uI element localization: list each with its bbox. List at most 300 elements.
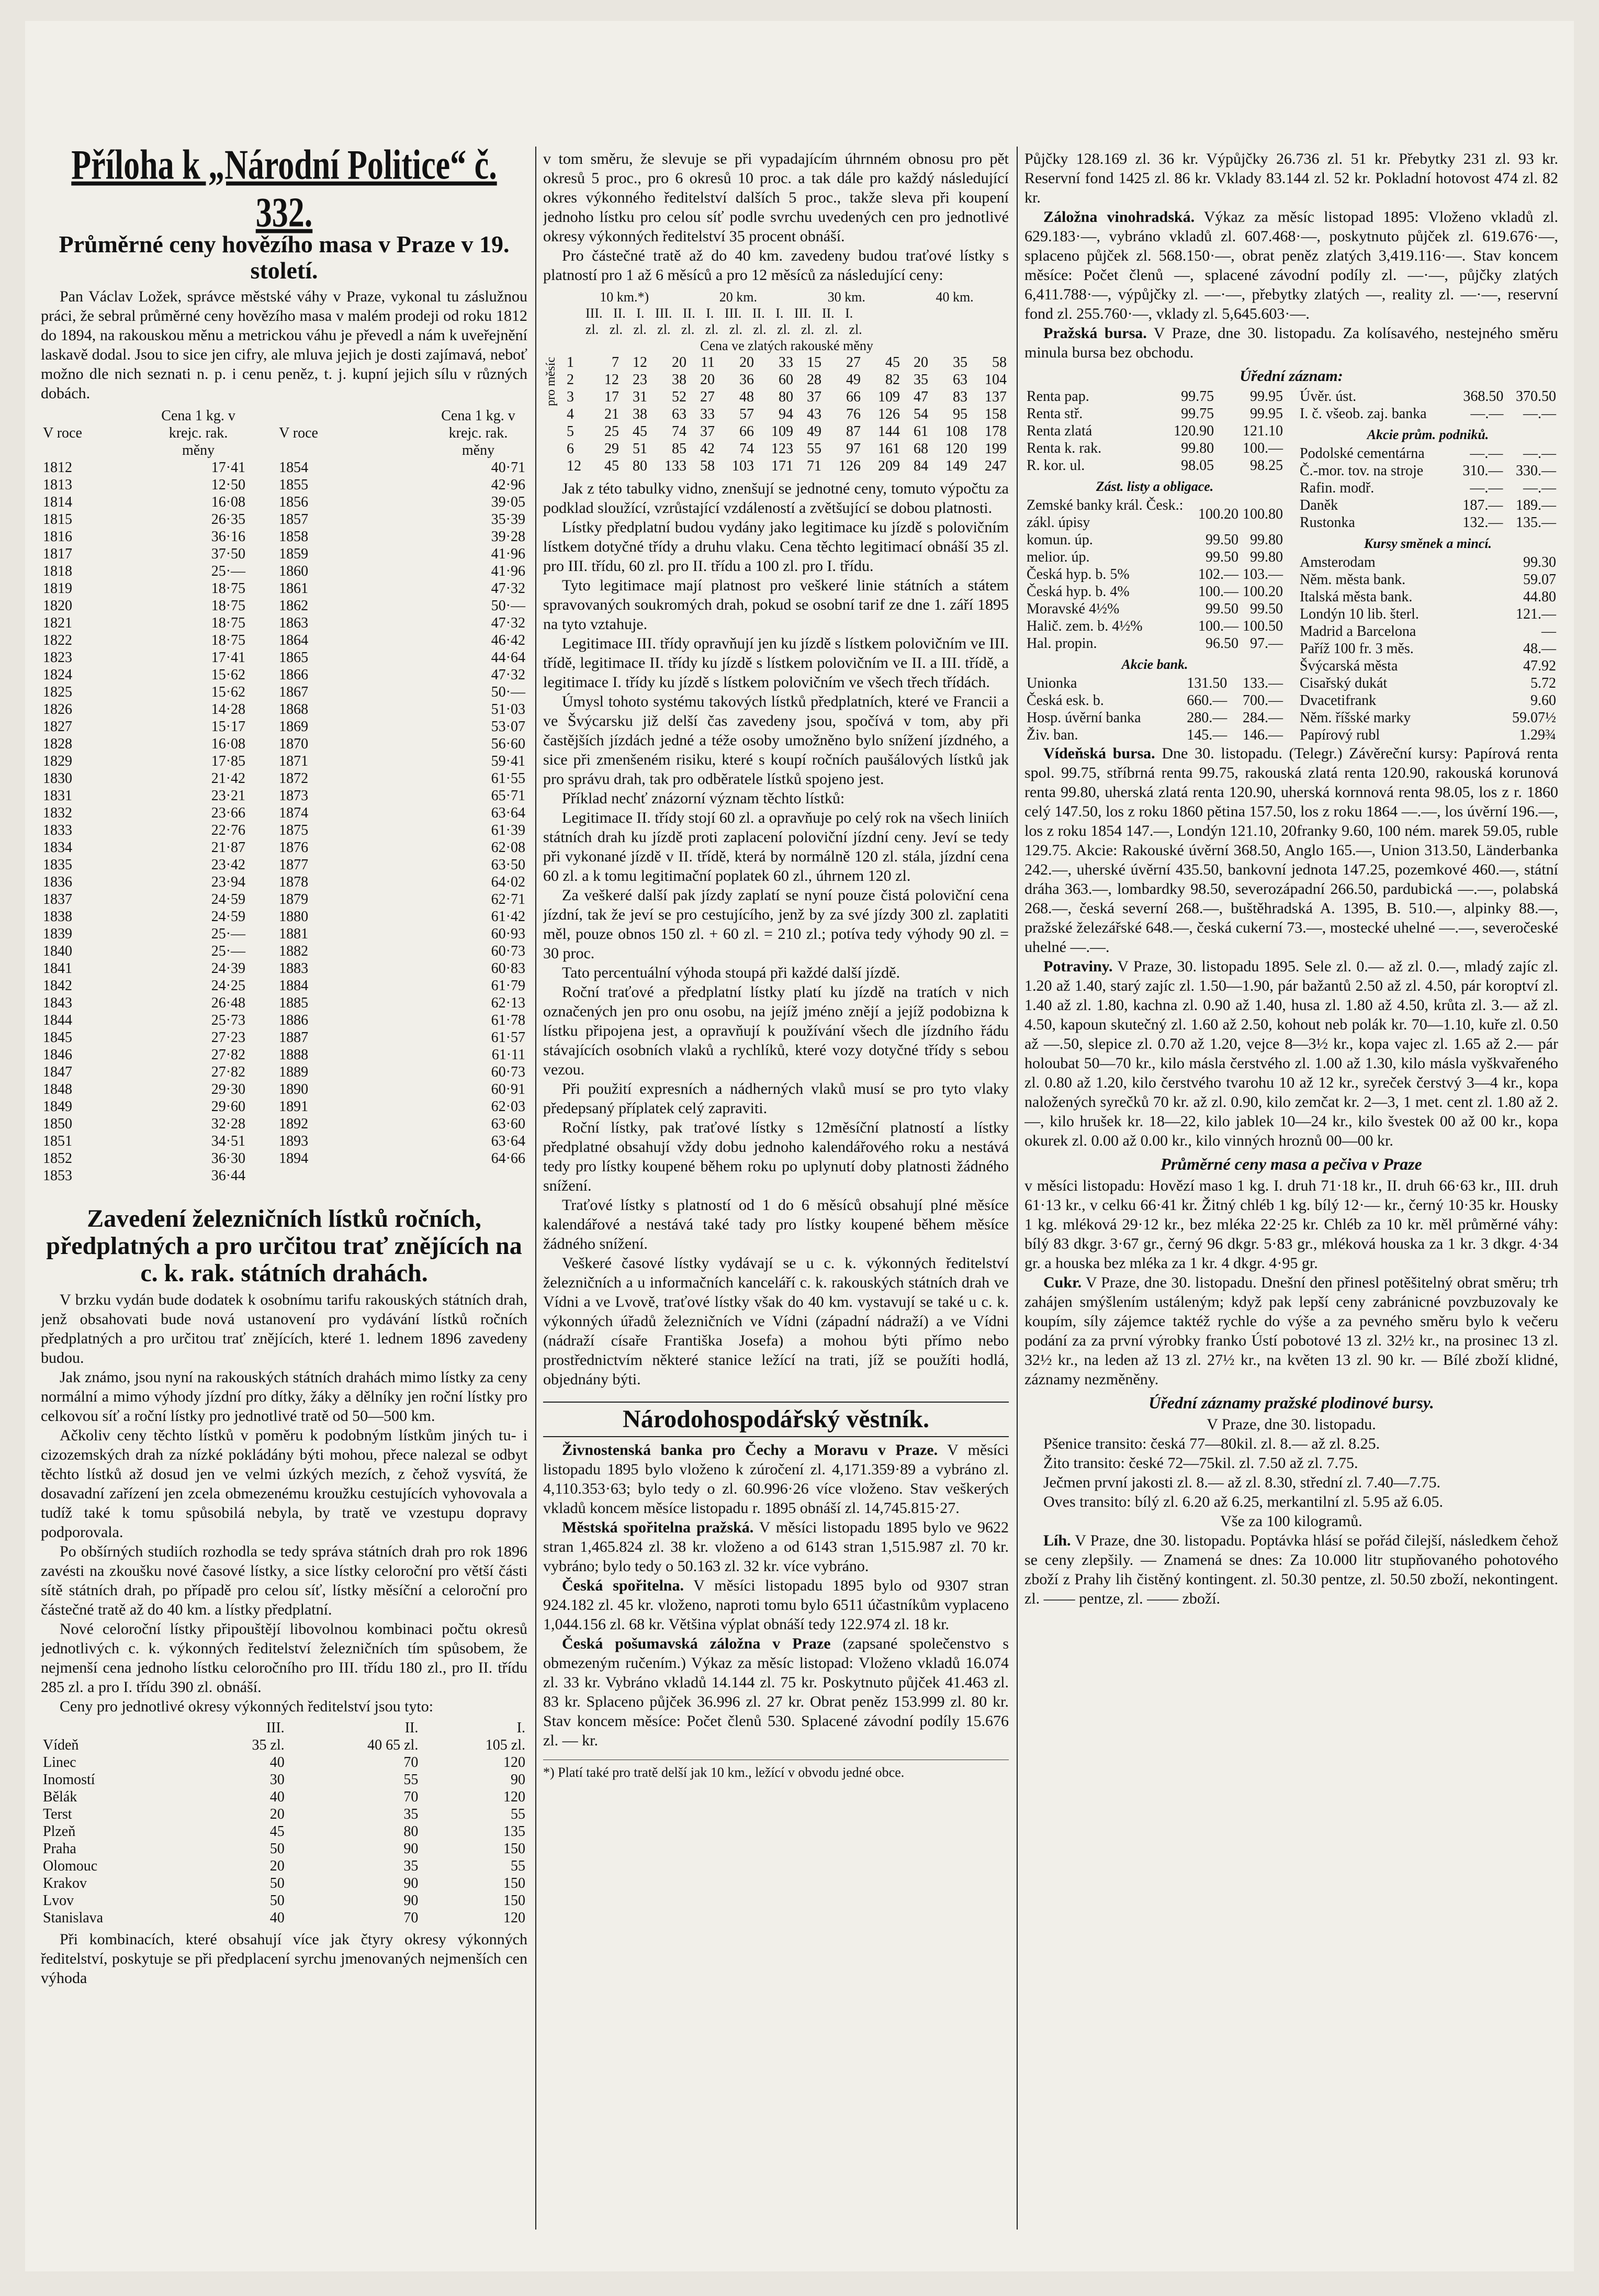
year-cell: 1825 bbox=[43, 684, 72, 700]
year-cell: 1858 bbox=[279, 529, 309, 545]
security-name: Úvěr. úst. bbox=[1300, 388, 1357, 405]
rate-value: 99.50 bbox=[1206, 601, 1238, 617]
price-cell: 52 bbox=[672, 389, 686, 405]
rate-value: 99.50 bbox=[1250, 601, 1283, 617]
year-cell: 1815 bbox=[43, 511, 72, 528]
year-cell: 1892 bbox=[279, 1116, 309, 1132]
table-row bbox=[41, 1806, 527, 1823]
article-text: V Praze, 30. listopadu 1895. Sele zl. 0.— až zl. 0.—, mladý zajíc zl. 1.20 až 1.40, starý zajíc zl. 1.50—1.90, pár bažantů 2.50 až zl. 4.50, pár koroptví zl. 1.40 až zl. 1.80, kachna zl. 0.90 až 1.40, husa zl. 1.80 až 4.50, krůta zl. 3.— až zl. 4.50, kapoun skutečný zl. 1.60 až 2.50, kohout neb polák kr. 70—1.10, kuře zl. 0.50 až —.50, slepice zl. 0.70 až 1.20, vejce 8—3½ kr., kopa vajec zl. 1.65 až 2.— pár holoubat 50—70 kr., kilo másla čerstvého zl. 1.00 až 1.30, kilo másla vyškvařeného zl. 0.80 až 1.20, kilo čerstvého tvarohu 10 až 12 kr., syreček čerstvý 3—4 kr., kopa naložených syrečků 70 kr. až zl. 0.90, kilo zemčat kr. 2—3, 1 met. cent zl. 1.80 až 2.—, kilo hrušek kr. 18—22, kilo jablek 10—24 kr., kilo švestek 00 až 00 kr., kopa okurek zl. 0.00 až 0.00 kr., kilo vinných hroznů 00—00 kr. bbox=[1024, 958, 1558, 1149]
table-row bbox=[1298, 388, 1558, 405]
table-cell: 120 bbox=[503, 1910, 525, 1926]
rate-value: 102.— bbox=[1198, 566, 1238, 583]
price-cell: 62·03 bbox=[491, 1099, 525, 1115]
security-name: melior. úp. bbox=[1027, 549, 1090, 565]
year-cell: 1890 bbox=[279, 1081, 309, 1097]
article-paragraph: Při kombinacích, které obsahují více jak čtyry okresy výkonných ředitelství, poskytuje se při předplacení syrchu jmenovaných nejmenších cen výhoda bbox=[41, 1931, 527, 1987]
table-cell: 20 bbox=[269, 1806, 285, 1822]
table-row bbox=[1298, 692, 1558, 709]
table-row bbox=[41, 545, 527, 563]
price-cell: 20 bbox=[672, 354, 686, 371]
price-cell: 42 bbox=[700, 441, 715, 457]
table-row bbox=[41, 614, 527, 632]
security-name: Londýn 10 lib. šterl. bbox=[1300, 606, 1419, 622]
price-cell: 36·16 bbox=[211, 529, 246, 545]
table-cell: 90 bbox=[403, 1841, 419, 1857]
rate-value: 187.— bbox=[1462, 497, 1503, 513]
year-cell: 1842 bbox=[43, 978, 72, 994]
price-cell: 41·96 bbox=[491, 546, 525, 562]
year-cell: 1862 bbox=[279, 598, 309, 614]
table-cell: 120 bbox=[503, 1754, 525, 1771]
year-cell: 1838 bbox=[43, 909, 72, 925]
subsection-title: Živnostenská banka pro Čechy a Moravu v Praze. bbox=[562, 1441, 938, 1459]
price-cell: 68 bbox=[914, 441, 928, 457]
article-paragraph: V brzku vydán bude dodatek k osobnímu tarifu rakouských státních drah, jenž obsahovati bude nová ustanovení pro vydávání lístků ročních předplatných a pro určitou trať znějících, které 1. lednem 1896 zavedeny budou. bbox=[41, 1291, 527, 1367]
article-title: Zavedení železničních lístků ročních, předplatných a pro určitou trať znějících na c. k. rak. státních drahách. bbox=[46, 1205, 522, 1287]
price-cell: 38 bbox=[633, 406, 647, 422]
table-header: 40 km. bbox=[936, 289, 974, 305]
price-cell: 137 bbox=[985, 389, 1007, 405]
rate-value: 700.— bbox=[1243, 692, 1283, 709]
price-cell: 55 bbox=[807, 441, 821, 457]
year-cell: 1865 bbox=[279, 649, 309, 666]
price-cell: 25·— bbox=[211, 926, 246, 942]
year-cell: 1854 bbox=[279, 460, 309, 476]
year-cell: 1886 bbox=[279, 1012, 309, 1028]
price-cell: 31 bbox=[633, 389, 647, 405]
price-cell: 26·48 bbox=[211, 995, 246, 1011]
table-row bbox=[41, 839, 527, 856]
price-cell: 25·73 bbox=[211, 1012, 246, 1028]
rate-value: 121.10 bbox=[1243, 423, 1283, 439]
table-row bbox=[41, 1150, 527, 1167]
price-cell: 34·51 bbox=[211, 1133, 246, 1149]
price-cell: 54 bbox=[914, 406, 928, 422]
price-cell: 18·75 bbox=[211, 598, 246, 614]
price-cell: 104 bbox=[985, 372, 1007, 388]
price-cell: 45 bbox=[885, 354, 900, 371]
price-cell: 24·25 bbox=[211, 978, 246, 994]
year-cell: 1874 bbox=[279, 805, 309, 821]
article-paragraph: Ceny pro jednotlivé okresy výkonných ředitelství jsou tyto: bbox=[60, 1698, 434, 1715]
table-cell: 40 bbox=[269, 1754, 285, 1771]
price-cell: 37·50 bbox=[211, 546, 246, 562]
table-row bbox=[565, 423, 1009, 440]
price-cell: 25·— bbox=[211, 943, 246, 959]
table-row bbox=[41, 787, 527, 804]
article-paragraph: Legitimace III. třídy opravňují jen ku jízdě s lístkem polovičním ve III. třídě, legitimace II. třídy ku jízdě s lístkem polovičním ve II. a III. třídě, a legitimace I. třídy ku jízdě s lístkem polovičním ve všech třech třídách. bbox=[543, 635, 1009, 691]
table-row bbox=[41, 1892, 527, 1909]
subsection-title: Záložna vinohradská. bbox=[1043, 208, 1195, 226]
year-cell: 1818 bbox=[43, 563, 72, 579]
article-paragraph: v měsíci listopadu: Hovězí maso 1 kg. I. druh 71·18 kr., II. druh 66·63 kr., III. druh 61·13 kr., v celku 66·41 kr. Žitný chléb 1 kg. bílý 12·— kr., černý 10·35 kr. Housky 1 kg. mléková 29·12 kr., bez mléka 22·25 kr. Chléb za 10 kr. měl průměrné váhy: bílý 83 dkgr. 3·67 gr., černý 96 dkgr. 5·83 gr., mléková houska za 1 kr. 3 dkgr. 4·34 gr. a houska bez mléka za 1 kr. 4 dkgr. 4·95 gr. bbox=[1024, 1177, 1558, 1272]
table-row bbox=[1298, 497, 1558, 514]
price-cell: 40·71 bbox=[491, 460, 525, 476]
price-cell: 33 bbox=[779, 354, 793, 371]
year-cell: 1888 bbox=[279, 1047, 309, 1063]
price-cell: 22·76 bbox=[211, 822, 246, 838]
price-cell: 38 bbox=[672, 372, 686, 388]
table-row bbox=[1298, 726, 1558, 744]
table-row bbox=[1298, 709, 1558, 726]
price-cell: 58 bbox=[992, 354, 1007, 371]
price-cell: 39·28 bbox=[491, 529, 525, 545]
year-cell: 1832 bbox=[43, 805, 72, 821]
security-name: Italská města bank. bbox=[1300, 589, 1413, 605]
price-cell: 64·02 bbox=[491, 874, 525, 890]
year-cell: 1828 bbox=[43, 736, 72, 752]
rate-value: 99.75 bbox=[1181, 388, 1214, 405]
table-header: III. bbox=[266, 1720, 285, 1736]
rate-value: 9.60 bbox=[1530, 692, 1556, 709]
table-row bbox=[41, 649, 527, 666]
price-cell: 71 bbox=[807, 458, 821, 474]
article-text: V Praze, dne 30. listopadu. Poptávka hlásí se pořád čilejší, následkem čehož se ceny zlepšily. — Znamená se dnes: Za 10.000 litr stupňovaného pohotového zboží z Prahy lih čistěný kontingent. zl. 50.30 pentze, zl. 50.50 zboží, nekontingent. zl. —— pentze, zl. —— zboží. bbox=[1024, 1532, 1558, 1607]
price-cell: 66 bbox=[846, 389, 861, 405]
table-row bbox=[565, 388, 1009, 406]
article-paragraph: Pšenice transito: česká 77—80kil. zl. 8.— až zl. 8.25. bbox=[1043, 1435, 1380, 1452]
rate-value: 135.— bbox=[1516, 514, 1556, 531]
table-row bbox=[41, 511, 527, 528]
table-header: V roce bbox=[279, 425, 318, 441]
table-row bbox=[1024, 548, 1285, 566]
price-cell: 80 bbox=[633, 458, 647, 474]
price-cell: 47 bbox=[914, 389, 928, 405]
article-paragraph: Jak z této tabulky vidno, znenšují se jednotné ceny, tomuto výpočtu za podklad sloužící, vzrůstající vzdáleností a zvětšující se dobou platnosti. bbox=[543, 480, 1009, 517]
price-cell: 35·39 bbox=[491, 511, 525, 528]
table-row bbox=[41, 1840, 527, 1857]
table-row bbox=[41, 1823, 527, 1840]
district-cell: Stanislava bbox=[43, 1910, 104, 1926]
rate-value: 145.— bbox=[1187, 727, 1228, 743]
table-row bbox=[41, 701, 527, 718]
article-paragraph: Traťové lístky s platností od 1 do 6 měsíců obsahují plné měsíce kalendářové a nestává také tady pro lístky koupené během měsíce žádného snížení. bbox=[543, 1196, 1009, 1252]
year-cell: 1823 bbox=[43, 649, 72, 666]
year-cell: 1813 bbox=[43, 477, 72, 493]
table-row bbox=[41, 873, 527, 891]
article-paragraph: Pro částečné tratě až do 40 km. zavedeny budou traťové lístky s platností pro 1 až 6 měsíců a pro 12 měsíců za následující ceny: bbox=[543, 247, 1009, 284]
table-row bbox=[1024, 440, 1285, 457]
price-cell: 103 bbox=[732, 458, 754, 474]
section-title: Národohospodářský věstník. bbox=[543, 1402, 1009, 1437]
security-name: Dvacetifrank bbox=[1300, 692, 1377, 709]
security-name: Rafin. modř. bbox=[1300, 480, 1375, 496]
security-name: Paříž 100 fr. 3 měs. bbox=[1300, 641, 1414, 657]
article-paragraph: Při použití expresních a nádherných vlaků musí se pro tyto vlaky předepsaný příplatek celý zapraviti. bbox=[543, 1080, 1009, 1117]
year-cell: 1843 bbox=[43, 995, 72, 1011]
table-header: 30 km. bbox=[827, 289, 865, 305]
price-cell: 32·28 bbox=[211, 1116, 246, 1132]
price-cell: 158 bbox=[985, 406, 1007, 422]
table-cell: 35 bbox=[403, 1806, 419, 1822]
table-row bbox=[1024, 388, 1285, 405]
table-row bbox=[565, 354, 1009, 371]
table-row bbox=[1298, 571, 1558, 588]
rate-value: 284.— bbox=[1243, 710, 1283, 726]
rate-value: 98.05 bbox=[1181, 457, 1214, 474]
price-cell: 120 bbox=[945, 441, 967, 457]
article-text: V měsíci listopadu 1895 bylo od 9307 stran 924.182 zl. 45 kr. vloženo, naproti tomu bylo 6511 účastníkům vyplaceno 1,044.156 zl. 68 kr. Většina výplat obnáší tedy 122.974 zl. 18 kr. bbox=[543, 1577, 1009, 1633]
price-cell: 171 bbox=[771, 458, 793, 474]
district-rates-table bbox=[41, 1719, 527, 1927]
table-row bbox=[1298, 675, 1558, 692]
year-cell: 1887 bbox=[279, 1029, 309, 1046]
security-name: Živ. ban. bbox=[1027, 727, 1078, 743]
year-cell: 1857 bbox=[279, 511, 309, 528]
price-cell: 45 bbox=[633, 423, 647, 440]
table-row bbox=[41, 891, 527, 908]
security-name: Cisařský dukát bbox=[1300, 675, 1388, 691]
article-paragraph: Roční lístky, pak traťové lístky s 12měsíční platností a lístky předplatné obsahují vždy dobu jednoho kalendářového roku a nestává tedy pro lístky koupené během roku po uplynutí doby platnosti žádného snížení. bbox=[543, 1119, 1009, 1194]
price-cell: 63·64 bbox=[491, 1133, 525, 1149]
price-cell: 29·30 bbox=[211, 1081, 246, 1097]
district-cell: Praha bbox=[43, 1841, 76, 1857]
rate-value: 99.80 bbox=[1250, 549, 1283, 565]
table-row bbox=[1024, 457, 1285, 474]
table-cell: 35 bbox=[403, 1858, 419, 1874]
price-cell: 41·96 bbox=[491, 563, 525, 579]
year-cell: 1891 bbox=[279, 1099, 309, 1115]
table-cell: 90 bbox=[403, 1892, 419, 1909]
security-name: Papírový rubl bbox=[1300, 727, 1380, 743]
table-row bbox=[1298, 640, 1558, 657]
table-row bbox=[41, 528, 527, 545]
table-row bbox=[1024, 583, 1285, 600]
article-paragraph: Tato percentuální výhoda stoupá při každé další jízdě. bbox=[562, 964, 900, 981]
table-row bbox=[41, 943, 527, 960]
price-cell: 61·57 bbox=[491, 1029, 525, 1046]
table-row bbox=[41, 908, 527, 925]
price-cell: 27·23 bbox=[211, 1029, 246, 1046]
article-paragraph: Ječmen první jakosti zl. 8.— až zl. 8.30, střední zl. 7.40—7.75. bbox=[1043, 1474, 1441, 1491]
table-row bbox=[41, 1115, 527, 1133]
price-cell: 80 bbox=[779, 389, 793, 405]
price-cell: 24·59 bbox=[211, 909, 246, 925]
rate-value: 99.30 bbox=[1523, 554, 1556, 570]
price-cell: 87 bbox=[846, 423, 861, 440]
price-cell: 49 bbox=[846, 372, 861, 388]
price-cell: 47·32 bbox=[491, 667, 525, 683]
year-cell: 1821 bbox=[43, 615, 72, 631]
table-row bbox=[41, 1029, 527, 1046]
rate-value: 97.— bbox=[1250, 635, 1283, 652]
subsection-title: Akcie prům. podniků. bbox=[1367, 427, 1489, 442]
column-rule bbox=[1017, 147, 1018, 2230]
year-cell: 1834 bbox=[43, 839, 72, 856]
rate-value: 99.50 bbox=[1206, 549, 1238, 565]
table-row bbox=[1024, 566, 1285, 583]
security-name: Něm. města bank. bbox=[1300, 572, 1406, 588]
price-cell: 29 bbox=[604, 441, 619, 457]
price-cell: 108 bbox=[945, 423, 967, 440]
year-cell: 1840 bbox=[43, 943, 72, 959]
subsection-title: Vídeňská bursa. bbox=[1043, 745, 1155, 762]
rate-value: —.— bbox=[1523, 445, 1556, 462]
rate-value: 100.50 bbox=[1243, 618, 1283, 634]
rate-value: —.— bbox=[1470, 445, 1503, 462]
price-cell: 178 bbox=[985, 423, 1007, 440]
year-cell: 1856 bbox=[279, 494, 309, 510]
subsection-title: Česká pošumavská záložna v Praze bbox=[562, 1635, 831, 1652]
year-cell: 1893 bbox=[279, 1133, 309, 1149]
security-name: Renta pap. bbox=[1027, 388, 1089, 405]
price-cell: 64·66 bbox=[491, 1150, 525, 1167]
table-cell: 150 bbox=[503, 1875, 525, 1891]
table-cell: 35 zl. bbox=[252, 1737, 285, 1753]
price-cell: 109 bbox=[771, 423, 793, 440]
table-row bbox=[41, 960, 527, 977]
security-name: komun. úp. bbox=[1027, 532, 1093, 548]
price-cell: 76 bbox=[846, 406, 861, 422]
price-cell: 39·05 bbox=[491, 494, 525, 510]
year-cell: 1866 bbox=[279, 667, 309, 683]
article-paragraph: Žito transito: české 72—75kil. zl. 7.50 až zl. 7.75. bbox=[1043, 1454, 1358, 1472]
column-1 bbox=[41, 141, 527, 2230]
subsection-title: Úřední záznam: bbox=[1240, 367, 1343, 385]
table-cell: 150 bbox=[503, 1892, 525, 1909]
price-cell: 60·91 bbox=[491, 1081, 525, 1097]
year-cell: 1873 bbox=[279, 788, 309, 804]
year-cell bbox=[247, 1167, 429, 1184]
year-cell: 1817 bbox=[43, 546, 72, 562]
price-cell: 63 bbox=[953, 372, 967, 388]
table-row bbox=[41, 666, 527, 684]
price-cell: 62·08 bbox=[491, 839, 525, 856]
rate-value: 368.50 bbox=[1463, 388, 1504, 405]
table-cell: 40 bbox=[269, 1910, 285, 1926]
table-row bbox=[1024, 692, 1285, 709]
table-cell: 55 bbox=[403, 1772, 419, 1788]
price-cell: 133 bbox=[665, 458, 686, 474]
price-cell: 7 bbox=[612, 354, 619, 371]
year-cell: 1885 bbox=[279, 995, 309, 1011]
year-cell: 1864 bbox=[279, 632, 309, 648]
price-cell: 59·41 bbox=[491, 753, 525, 769]
price-cell: 23·21 bbox=[211, 788, 246, 804]
subsection-title: Potraviny. bbox=[1043, 958, 1113, 975]
price-cell: 63·64 bbox=[491, 805, 525, 821]
price-cell: 57 bbox=[739, 406, 754, 422]
year-cell: 1837 bbox=[43, 891, 72, 908]
table-cell: 70 bbox=[403, 1754, 419, 1771]
year-cell: 1855 bbox=[279, 477, 309, 493]
beef-price-table bbox=[41, 407, 527, 1184]
article-text: V Praze, dne 30. listopadu. Dnešní den přinesl potěšitelný obrat směru; trh zahájen smýšlením ustáleným; když pak lepší ceny zabránicné povzbuzovaly ke koupím, síly zájemce taktéž rychle do výše a za pevného směru bylo k večeru podání za za první výrobky franko Ústí pobotové 13 zl. 32½ kr., na prosinec 13 zl. 32½ kr., na leden až 13 zl. 27½ kr., na květen 13 zl. 90 kr. — Bílé zboží klidné, záznamy nezměněny. bbox=[1024, 1274, 1558, 1388]
price-cell: 61 bbox=[914, 423, 928, 440]
rate-value: 370.50 bbox=[1516, 388, 1556, 405]
rate-value: 146.— bbox=[1243, 727, 1283, 743]
district-cell: Terst bbox=[43, 1806, 72, 1822]
price-cell: 58 bbox=[700, 458, 715, 474]
table-row bbox=[1298, 445, 1558, 462]
article-paragraph: Pan Václav Ložek, správce městské váhy v Praze, vykonal tu záslužnou práci, že sebral průměrné ceny hovězího masa v malém prodeji od roku 1812 do 1894, na rakouskou měnu a metrickou váhu je převedl a nám k uveřejnění laskavě dodal. Jsou to sice jen cifry, ale mluva jejich je dosti zajímavá, neboť možno dle nich seznati n. p. i cenu peněz, t. j. kupní jejich sílu v různých dobách. bbox=[41, 288, 527, 402]
column-2 bbox=[543, 149, 1009, 2237]
rate-value: 133.— bbox=[1243, 675, 1283, 691]
price-cell: 24·39 bbox=[211, 960, 246, 977]
table-row bbox=[41, 753, 527, 770]
rate-value: 189.— bbox=[1516, 497, 1556, 513]
security-name: Moravské 4½% bbox=[1027, 601, 1120, 617]
price-cell: 17·41 bbox=[211, 460, 246, 476]
price-cell: 63 bbox=[672, 406, 686, 422]
table-row bbox=[41, 1909, 527, 1927]
year-cell: 1877 bbox=[279, 857, 309, 873]
security-name: Rustonka bbox=[1300, 514, 1355, 531]
rate-value: —.— bbox=[1523, 480, 1556, 496]
table-row bbox=[1298, 606, 1558, 623]
year-cell: 1831 bbox=[43, 788, 72, 804]
price-cell: 23·42 bbox=[211, 857, 246, 873]
price-cell: 12 bbox=[633, 354, 647, 371]
rate-value: 100.— bbox=[1243, 440, 1283, 456]
price-cell: 144 bbox=[878, 423, 900, 440]
security-name: Něm. říšské marky bbox=[1300, 710, 1411, 726]
article-paragraph: Oves transito: bílý zl. 6.20 až 6.25, merkantilní zl. 5.95 až 6.05. bbox=[1043, 1493, 1444, 1510]
table-header: Cena 1 kg. v krejc. rak. měny bbox=[441, 408, 515, 458]
rate-value: 59.07 bbox=[1523, 572, 1556, 588]
year-cell: 1847 bbox=[43, 1064, 72, 1080]
rate-value: 44.80 bbox=[1523, 589, 1556, 605]
table-row bbox=[41, 804, 527, 822]
table-row bbox=[1024, 709, 1285, 726]
year-cell: 1829 bbox=[43, 753, 72, 769]
table-cell: 80 bbox=[403, 1823, 419, 1840]
security-name: Renta k. rak. bbox=[1027, 440, 1102, 456]
price-cell: 126 bbox=[839, 458, 861, 474]
price-cell: 60·93 bbox=[491, 926, 525, 942]
table-row bbox=[1298, 657, 1558, 675]
district-cell: Vídeň bbox=[43, 1737, 79, 1753]
table-row bbox=[1298, 514, 1558, 531]
price-cell: 15·17 bbox=[211, 719, 246, 735]
price-cell: 25 bbox=[604, 423, 619, 440]
subsection-title: Pražská bursa. bbox=[1043, 324, 1147, 342]
table-cell: 90 bbox=[403, 1875, 419, 1891]
security-name: Hosp. úvěrní banka bbox=[1027, 710, 1141, 726]
table-row bbox=[41, 925, 527, 943]
price-cell: 18·75 bbox=[211, 632, 246, 648]
price-cell: 37 bbox=[700, 423, 715, 440]
district-cell: Inomostí bbox=[43, 1772, 95, 1788]
year-cell: 1863 bbox=[279, 615, 309, 631]
year-cell: 1835 bbox=[43, 857, 72, 873]
year-cell: 1853 bbox=[43, 1168, 72, 1184]
price-cell: 16·08 bbox=[211, 494, 246, 510]
article-text: Dne 30. listopadu. (Telegr.) Závěreční kursy: Papírová renta spol. 99.75, stříbrná renta 99.75, rakouská zlatá renta 120.90, rakouská korunová renta 99.80, uherská zlatá renta 120.90, uherská kornnová renta 98.05, los z r. 1860 celý 147.50, los z roku 1860 pětina 157.50, los z roku 1864 —.—, los úvěrní 196.—, los z roku 1854 147.—, Londýn 121.10, 20franky 9.60, 100 ném. marek 59.05, ruble 129.75. Akcie: Rakouské úvěrní 368.50, Anglo 165.—, Union 313.50, Länderbanka 242.—, uherské úvěrní 435.50, bankovní jednota 147.25, pozemkové 460.—, státní dráha 363.—, lombardky 98.50, severozápadní 266.50, pardubická —.—, polabská 268.—, česká severní 268.—, buštěhradská A. 1395, B. 510.—, alpinky 88.—, pražské železářské 648.—, česká cukerní 73.—, mostecké uhelné —.—, severočeské uhelné —.—. bbox=[1024, 745, 1558, 956]
article-paragraph: Půjčky 128.169 zl. 36 kr. Výpůjčky 26.736 zl. 51 kr. Přebytky 231 zl. 93 kr. Reservní fond 1425 zl. 86 kr. Vklady 83.144 zl. 52 kr. Pokladní hotovost 474 zl. 82 kr. bbox=[1024, 150, 1558, 206]
table-cell: 45 bbox=[269, 1823, 285, 1840]
rate-value: 100.20 bbox=[1198, 506, 1238, 522]
article-paragraph: Roční traťové a předplatní lístky platí ku jízdě na tratích v nich označených jen pro onu osobu, na jejíž jméno znějí a jejíž podobizna k lístku připojena jest, a opravňují k používání všech dle jízdního řádu stávajících osobních vlaků a rychlíků, které vozy dotyčné třídy s sebou vezou. bbox=[543, 983, 1009, 1078]
security-name: Podolské cementárna bbox=[1300, 445, 1425, 462]
security-name: I. č. všeob. zaj. banka bbox=[1300, 406, 1427, 422]
year-cell: 1836 bbox=[43, 874, 72, 890]
rate-value: 98.25 bbox=[1250, 457, 1283, 474]
year-cell: 1870 bbox=[279, 736, 309, 752]
price-cell: 83 bbox=[953, 389, 967, 405]
table-row bbox=[41, 718, 527, 735]
table-cell: 55 bbox=[511, 1858, 525, 1874]
rate-value: 280.— bbox=[1187, 710, 1228, 726]
price-cell: 66 bbox=[739, 423, 754, 440]
rate-value: 1.29¾ bbox=[1519, 727, 1556, 743]
table-row bbox=[41, 1081, 527, 1098]
table-row bbox=[1024, 675, 1285, 692]
price-cell: 74 bbox=[739, 441, 754, 457]
price-cell: 61·55 bbox=[491, 770, 525, 787]
table-row bbox=[41, 1754, 527, 1771]
rate-value: —.— bbox=[1470, 406, 1504, 422]
